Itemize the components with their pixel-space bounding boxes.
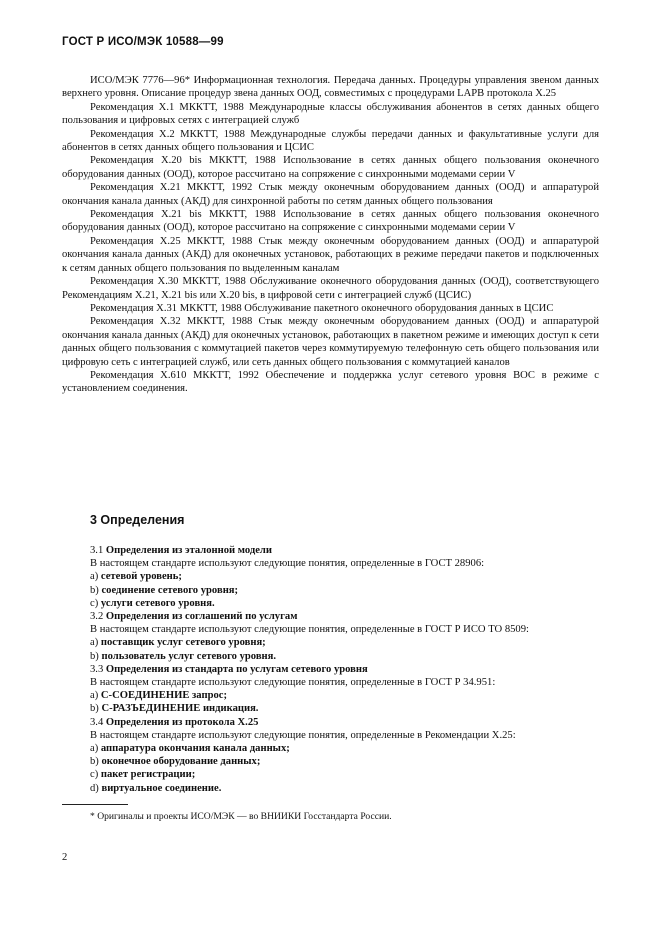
definition-item: a) сетевой уровень; bbox=[90, 571, 182, 583]
reference-paragraph: Рекомендация X.2 МККТТ, 1988 Международные службы передачи данных и факультативные услуги для абонентов в сетях данных общего пользования и ЦСИС bbox=[62, 128, 599, 154]
page-number: 2 bbox=[62, 852, 68, 863]
reference-paragraph: Рекомендация X.25 МККТТ, 1988 Стык между оконечным оборудованием данных (ООД) и аппаратурой окончания канала данных (АКД) для оконечных установок, работающих в режиме передачи пакетов и подключенных к сетям данных общего пользования по выделенным каналам bbox=[62, 235, 599, 274]
definition-item: b) оконечное оборудование данных; bbox=[90, 756, 261, 768]
definition-intro: В настоящем стандарте используют следующие понятия, определенные в ГОСТ Р ИСО ТО 8509: bbox=[90, 624, 529, 636]
references-block bbox=[62, 74, 599, 396]
document-header: ГОСТ Р ИСО/МЭК 10588—99 bbox=[62, 36, 224, 48]
definition-item: b) С-РАЗЪЕДИНЕНИЕ индикация. bbox=[90, 703, 259, 715]
definition-item: c) пакет регистрации; bbox=[90, 769, 196, 781]
reference-paragraph: Рекомендация X.21 МККТТ, 1992 Стык между оконечным оборудованием данных (ООД) и аппаратурой окончания канала данных (АКД) для синхронной работы по сетям данных общего пользования bbox=[62, 182, 599, 207]
definition-item: b) соединение сетевого уровня; bbox=[90, 584, 239, 596]
reference-paragraph: Рекомендация X.610 МККТТ, 1992 Обеспечение и поддержка услуг сетевого уровня ВОС в режиме с установлением соединения. bbox=[62, 369, 599, 395]
definition-item: a) аппаратура окончания канала данных; bbox=[90, 743, 290, 755]
definition-heading: 3.2 Определения из соглашений по услугам bbox=[90, 611, 298, 623]
definition-heading: 3.3 Определения из стандарта по услугам сетевого уровня bbox=[90, 663, 368, 675]
reference-paragraph: Рекомендация X.21 bis МККТТ, 1988 Использование в сетях данных общего пользования оконечного оборудования данных (ООД), которое рассчитано на сопряжение с синхронными модемами серии V bbox=[62, 209, 599, 234]
section-title: 3 Определения bbox=[90, 513, 185, 527]
definition-intro: В настоящем стандарте используют следующие понятия, определенные в ГОСТ Р 34.951: bbox=[90, 677, 496, 689]
definition-intro: В настоящем стандарте используют следующие понятия, определенные в Рекомендации X.25: bbox=[90, 729, 516, 741]
definition-heading: 3.4 Определения из протокола X.25 bbox=[90, 716, 259, 728]
reference-paragraph: Рекомендация X.32 МККТТ, 1988 Стык между оконечным оборудованием данных (ООД) и аппаратурой окончания канала данных (АКД) для оконечных установок, работающих в пакетном режиме и имеющих доступ к сети данных общего пользования с коммутацией пакетов через коммутируемую телефонную сеть общего пользования или цифровую сеть с интеграцией служб, или сеть данных общего пользования с коммутацией каналов bbox=[62, 316, 599, 368]
definition-intro: В настоящем стандарте используют следующие понятия, определенные в ГОСТ 28906: bbox=[90, 558, 485, 570]
footnote-divider bbox=[62, 804, 128, 805]
reference-paragraph: ИСО/МЭК 7776—96* Информационная технология. Передача данных. Процедуры управления звеном данных верхнего уровня. Описание процедур звена данных ООД, совместимых с процедурами LAPB протокола X.25 bbox=[62, 75, 599, 100]
definition-item: b) пользователь услуг сетевого уровня. bbox=[90, 650, 277, 662]
reference-paragraph: Рекомендация X.20 bis МККТТ, 1988 Использование в сетях данных общего пользования оконечного оборудования данных (ООД), которое рассчитано на сопряжение с синхронными модемами серии V bbox=[62, 155, 599, 180]
definition-item: a) поставщик услуг сетевого уровня; bbox=[90, 637, 266, 649]
footnote: * Оригиналы и проекты ИСО/МЭК — во ВНИИКИ Госстандарта России. bbox=[90, 811, 392, 822]
reference-paragraph: Рекомендация X.31 МККТТ, 1988 Обслуживание пакетного оконечного оборудования данных в ЦСИС bbox=[90, 302, 554, 314]
definition-item: c) услуги сетевого уровня. bbox=[90, 597, 215, 609]
definition-heading: 3.1 Определения из эталонной модели bbox=[90, 545, 272, 556]
definitions-block bbox=[90, 544, 599, 795]
definition-item: d) виртуальное соединение. bbox=[90, 782, 222, 794]
reference-paragraph: Рекомендация X.1 МККТТ, 1988 Международные классы обслуживания абонентов в сетях данных общего пользования и цифровых сетях с интеграцией служб bbox=[62, 101, 599, 127]
reference-paragraph: Рекомендация X.30 МККТТ, 1988 Обслуживание оконечного оборудования данных (ООД), соответствующего Рекомендациям X.21, X.21 bis или X.20 bis, в цифровой сети с интеграцией служб (ЦСИС) bbox=[62, 276, 599, 301]
definition-item: a) С-СОЕДИНЕНИЕ запрос; bbox=[90, 690, 227, 702]
